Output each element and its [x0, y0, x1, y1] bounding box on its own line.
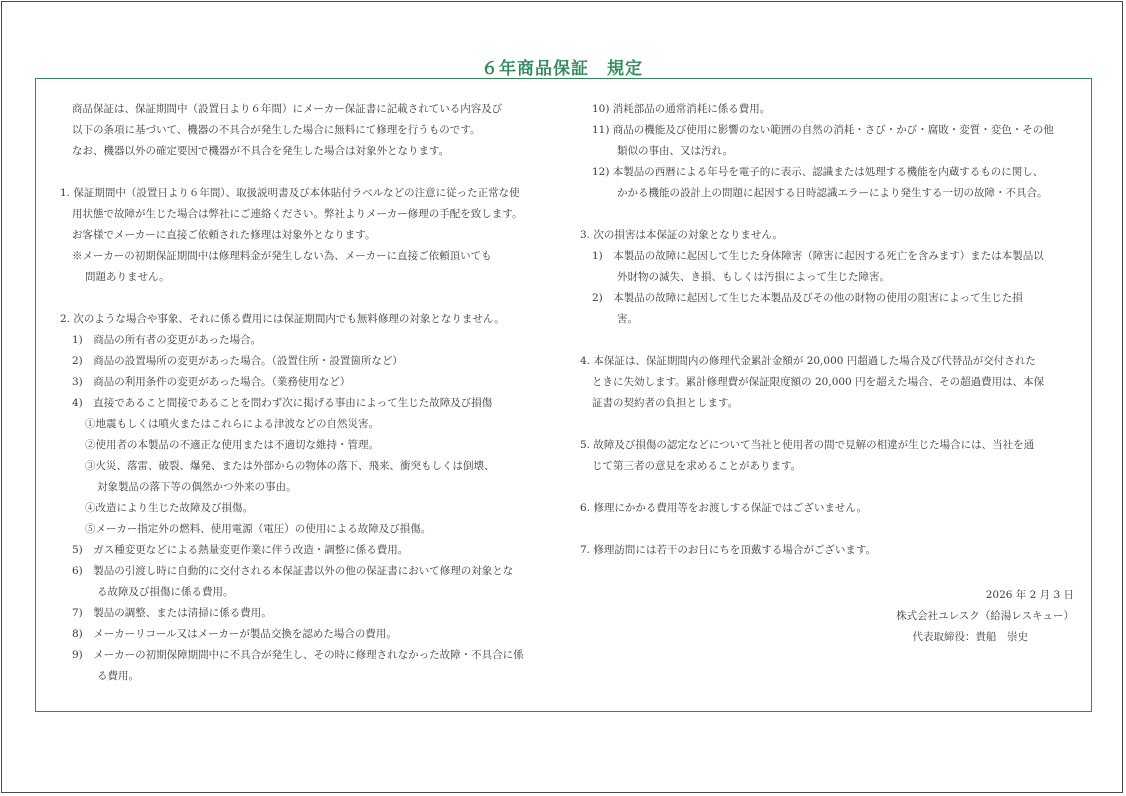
clause-1-note: ※メーカーの初期保証期間中は修理料金が発生しない為、メーカーに直接ご依頼頂いても: [72, 250, 492, 262]
clause-2-subitem: ③火災、落雷、破裂、爆発、または外部からの物体の落下、飛来、衝突もしくは倒壊、: [85, 460, 495, 472]
clause-2-item: 4) 直接であること間接であることを問わず次に掲げる事由によって生じた故障及び損傷: [72, 397, 493, 409]
clause-3-item: 2) 本製品の故障に起因して生じた本製品及びその他の財物の使用の阻害によって生じた損: [592, 292, 1023, 304]
clause-2-item: かかる機能の設計上の問題に起因する日時認識エラーにより発生する一切の故障・不具合。: [617, 187, 1048, 199]
clause-3-heading: 3. 次の損害は本保証の対象となりません。: [580, 229, 783, 241]
clause-2-item: 5) ガス種変更などによる熱量変更作業に伴う改造・調整に係る費用。: [72, 544, 409, 556]
clause-2-item: 11) 商品の機能及び使用に影響のない範囲の自然の消耗・さび・かび・腐敗・変質・変色・その他: [592, 124, 1054, 136]
right-column: [580, 99, 1080, 561]
clause-7-line: 7. 修理訪問には若干のお日にちを頂戴する場合がございます。: [580, 544, 877, 556]
clause-2-subitem: ①地震もしくは噴火またはこれらによる津波などの自然災害。: [85, 418, 379, 430]
intro-line: 以下の条項に基づいて、機器の不具合が発生した場合に無料にて修理を行うものです。: [72, 124, 481, 136]
issue-date: 2026 年 2 月 3 日: [985, 589, 1074, 601]
clause-3-item: 1) 本製品の故障に起因して生じた身体障害（障害に起因する死亡を含みます）または本製品以: [592, 250, 1044, 262]
clause-2-subitem: ②使用者の本製品の不適正な使用または不適切な維持・管理。: [85, 439, 379, 451]
representative-name: 代表取締役：貴船 崇史: [912, 631, 1028, 643]
clause-2-heading: 2. 次のような場合や事象、それに係る費用には保証期間内でも無料修理の対象となりません。: [60, 313, 505, 325]
clause-2-subitem: ⑤メーカー指定外の燃料、使用電源（電圧）の使用による故障及び損傷。: [85, 523, 432, 535]
clause-1-note: 問題ありません。: [85, 271, 170, 283]
clause-2-item: 類似の事由、又は汚れ。: [617, 145, 734, 157]
clause-1-line: お客様でメーカーに直接ご依頼された修理は対象外となります。: [72, 229, 376, 241]
left-column: [60, 99, 560, 687]
clause-5-line: じて第三者の意見を求めることがあります。: [592, 460, 802, 472]
clause-3-item: 外財物の滅失、き損、もしくは汚損によって生じた障害。: [617, 271, 890, 283]
clause-1-line: 用状態で故障が生じた場合は弊社にご連絡ください。弊社よりメーカー修理の手配を致します。: [72, 208, 523, 220]
clause-2-item: 9) メーカーの初期保障期間中に不具合が発生し、その時に修理されなかった故障・不具合に係: [72, 649, 524, 661]
clause-4-line: ときに失効します。累計修理費が保証限度額の 20,000 円を超えた場合、その超過費用は、本保: [592, 376, 1045, 388]
clause-5-line: 5. 故障及び損傷の認定などについて当社と使用者の間で見解の相違が生じた場合には、当社を通: [580, 439, 1035, 451]
intro-line: なお、機器以外の確定要因で機器が不具合を発生した場合は対象外となります。: [72, 145, 450, 157]
clause-3-item: 害。: [617, 313, 638, 325]
clause-4-line: 証書の契約者の負担とします。: [592, 397, 739, 409]
clause-2-item: 10) 消耗部品の通常消耗に係る費用。: [592, 103, 771, 115]
intro-line: 商品保証は、保証期間中（設置日より６年間）にメーカー保証書に記載されている内容及び: [72, 103, 503, 115]
clause-2-subitem: ④改造により生じた故障及び損傷。: [85, 502, 253, 514]
clause-2-item: る故障及び損傷に係る費用。: [97, 586, 234, 598]
clause-2-item: 2) 商品の設置場所の変更があった場合。（設置住所・設置箇所など）: [72, 355, 403, 367]
clause-2-item: 7) 製品の調整、または清掃に係る費用。: [72, 607, 272, 619]
clause-2-item: 12) 本製品の西暦による年号を電子的に表示、認識または処理する機能を内蔵するものに関し、: [592, 166, 1044, 178]
clause-2-item: 6) 製品の引渡し時に自動的に交付される本保証書以外の他の保証書において修理の対象とな: [72, 565, 514, 577]
company-name: 株式会社ユレスク（給湯レスキュー）: [896, 610, 1074, 622]
clause-2-item: る費用。: [97, 670, 139, 682]
clause-6-line: 6. 修理にかかる費用等をお渡しする保証ではございません。: [580, 502, 867, 514]
clause-2-item: 8) メーカーリコール又はメーカーが製品交換を認めた場合の費用。: [72, 628, 397, 640]
clause-2-subitem: 対象製品の落下等の偶然かつ外来の事由。: [97, 481, 297, 493]
page-title: ６年商品保証 規定: [481, 59, 643, 79]
clause-1-line: 1. 保証期間中（設置日より６年間）、取扱説明書及び本体貼付ラベルなどの注意に従った正常な使: [60, 187, 520, 199]
clause-2-item: 1) 商品の所有者の変更があった場合。: [72, 334, 262, 346]
clause-4-line: 4. 本保証は、保証期間内の修理代金累計金額が 20,000 円超過した場合及び代替品が交付された: [580, 355, 1036, 367]
clause-2-item: 3) 商品の利用条件の変更があった場合。（業務使用など）: [72, 376, 351, 388]
